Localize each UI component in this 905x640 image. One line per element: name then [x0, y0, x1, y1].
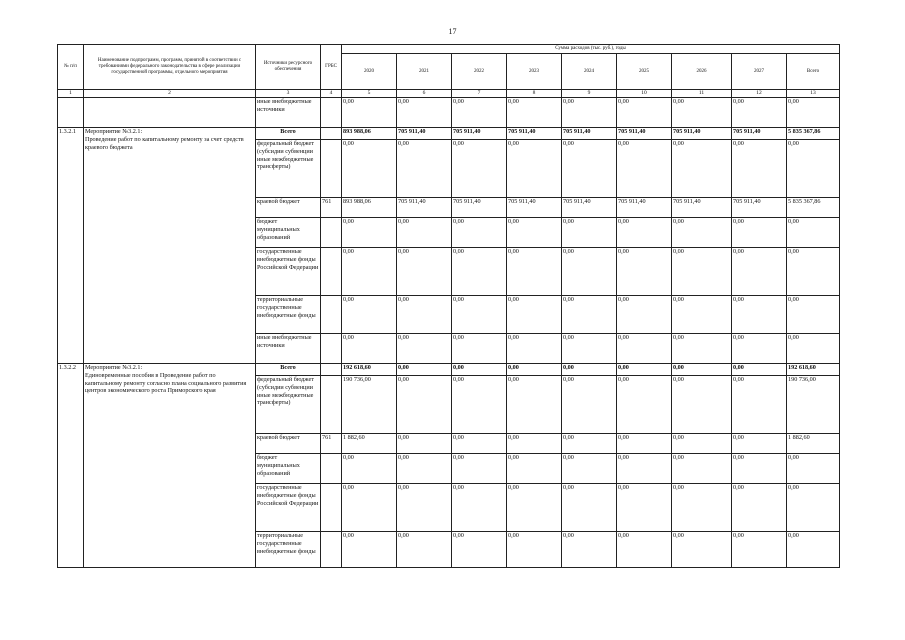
value-cell: 0,00 [507, 296, 562, 334]
value-cell: 705 911,40 [617, 198, 672, 218]
value-cell: 0,00 [452, 248, 507, 296]
value-cell: 0,00 [562, 98, 617, 128]
value-cell: 0,00 [452, 140, 507, 198]
header-year: 2026 [672, 54, 732, 90]
measure-block [58, 364, 840, 568]
source-cell: Всего [256, 364, 321, 376]
value-cell: 0,00 [617, 218, 672, 248]
value-cell: 705 911,40 [732, 198, 787, 218]
value-cell: 0,00 [787, 248, 840, 296]
header-no: № п/п [58, 45, 84, 90]
value-cell: 705 911,40 [507, 198, 562, 218]
column-index: 6 [397, 90, 452, 98]
value-cell: 705 911,40 [397, 198, 452, 218]
value-cell: 0,00 [342, 296, 397, 334]
value-cell: 893 988,06 [342, 128, 397, 140]
value-cell: 1 882,60 [787, 434, 840, 454]
value-cell: 0,00 [452, 454, 507, 484]
source-cell: бюджет муниципальных образований [256, 454, 321, 484]
value-cell: 0,00 [787, 334, 840, 364]
source-cell: государственные внебюджетные фонды Российской Федерации [256, 248, 321, 296]
value-cell: 0,00 [507, 454, 562, 484]
source-cell: иные внебюджетные источники [256, 334, 321, 364]
grbs-cell [321, 454, 342, 484]
grbs-cell [321, 376, 342, 434]
header-name: Наименование подпрограмм, программ, принятой в соответствии с требованиями федерального законодательства в сфере реализации государственной программы, отдельного мероприятия [84, 45, 256, 90]
source-cell: краевой бюджет [256, 198, 321, 218]
column-index: 10 [617, 90, 672, 98]
value-cell: 0,00 [452, 334, 507, 364]
header-year: 2027 [732, 54, 787, 90]
header-source: Источники ресурсного обеспечения [256, 45, 321, 90]
value-cell: 0,00 [617, 454, 672, 484]
value-cell: 0,00 [562, 334, 617, 364]
header-total: Всего [787, 54, 840, 90]
value-cell: 0,00 [452, 218, 507, 248]
value-cell: 0,00 [617, 376, 672, 434]
value-cell: 0,00 [672, 434, 732, 454]
column-index-row [58, 90, 840, 98]
value-cell: 0,00 [452, 434, 507, 454]
value-cell: 0,00 [397, 218, 452, 248]
value-cell: 0,00 [452, 376, 507, 434]
value-cell: 0,00 [397, 248, 452, 296]
value-cell: 0,00 [617, 532, 672, 568]
source-cell: территориальные государственные внебюджетные фонды [256, 532, 321, 568]
value-cell: 0,00 [787, 218, 840, 248]
source-cell: государственные внебюджетные фонды Российской Федерации [256, 484, 321, 532]
value-cell: 0,00 [672, 248, 732, 296]
value-cell: 705 911,40 [507, 128, 562, 140]
value-cell: 0,00 [452, 98, 507, 128]
grbs-cell: 761 [321, 198, 342, 218]
value-cell: 0,00 [617, 484, 672, 532]
value-cell: 0,00 [397, 98, 452, 128]
value-cell: 0,00 [562, 484, 617, 532]
value-cell: 0,00 [507, 376, 562, 434]
value-cell: 0,00 [732, 334, 787, 364]
value-cell: 0,00 [732, 98, 787, 128]
value-cell: 0,00 [342, 140, 397, 198]
value-cell: 5 835 367,86 [787, 198, 840, 218]
value-cell: 0,00 [787, 140, 840, 198]
value-cell: 0,00 [342, 248, 397, 296]
value-cell: 0,00 [732, 376, 787, 434]
value-cell: 0,00 [672, 364, 732, 376]
value-cell: 0,00 [342, 532, 397, 568]
value-cell: 0,00 [342, 218, 397, 248]
value-cell: 705 911,40 [452, 198, 507, 218]
column-index: 7 [452, 90, 507, 98]
value-cell: 5 835 367,86 [787, 128, 840, 140]
value-cell: 0,00 [397, 376, 452, 434]
value-cell: 0,00 [342, 484, 397, 532]
grbs-cell [321, 334, 342, 364]
value-cell: 0,00 [672, 532, 732, 568]
header-year: 2022 [452, 54, 507, 90]
grbs-cell [321, 248, 342, 296]
value-cell: 705 911,40 [562, 128, 617, 140]
grbs-cell [321, 364, 342, 376]
value-cell: 0,00 [507, 434, 562, 454]
value-cell: 0,00 [732, 532, 787, 568]
value-cell: 0,00 [617, 140, 672, 198]
value-cell: 0,00 [562, 218, 617, 248]
value-cell: 0,00 [732, 296, 787, 334]
value-cell: 0,00 [507, 334, 562, 364]
value-cell: 0,00 [397, 140, 452, 198]
value-cell: 0,00 [342, 98, 397, 128]
header-year: 2024 [562, 54, 617, 90]
value-cell: 0,00 [672, 140, 732, 198]
value-cell: 0,00 [397, 532, 452, 568]
value-cell: 0,00 [672, 376, 732, 434]
column-index: 1 [58, 90, 84, 98]
value-cell: 0,00 [617, 296, 672, 334]
value-cell: 190 736,00 [342, 376, 397, 434]
value-cell: 0,00 [672, 218, 732, 248]
header-year: 2025 [617, 54, 672, 90]
value-cell: 0,00 [672, 454, 732, 484]
measure-number: 1.3.2.1 [58, 128, 84, 364]
value-cell: 0,00 [787, 532, 840, 568]
value-cell: 0,00 [562, 454, 617, 484]
value-cell: 893 988,06 [342, 198, 397, 218]
table-row [58, 128, 840, 140]
header-year: 2020 [342, 54, 397, 90]
source-cell: территориальные государственные внебюджетные фонды [256, 296, 321, 334]
measure-number: 1.3.2.2 [58, 364, 84, 568]
value-cell: 0,00 [507, 140, 562, 198]
header-year: 2023 [507, 54, 562, 90]
value-cell: 705 911,40 [672, 198, 732, 218]
source-cell: Всего [256, 128, 321, 140]
grbs-cell [321, 140, 342, 198]
value-cell: 0,00 [562, 532, 617, 568]
measure-description: Проведение работ по капитальному ремонту за счет средств краевого бюджета [85, 135, 244, 151]
source-cell: бюджет муниципальных образований [256, 218, 321, 248]
value-cell: 0,00 [732, 218, 787, 248]
value-cell: 0,00 [617, 98, 672, 128]
grbs-cell [321, 532, 342, 568]
value-cell: 0,00 [562, 434, 617, 454]
value-cell: 705 911,40 [397, 128, 452, 140]
value-cell: 1 882,60 [342, 434, 397, 454]
value-cell: 0,00 [562, 376, 617, 434]
value-cell: 0,00 [562, 248, 617, 296]
measure-description: Единовременные пособия в Проведение работ по капитальному ремонту согласно плана социального развития центров экономического роста Приморского края [85, 371, 247, 395]
column-index: 4 [321, 90, 342, 98]
measure-name-cell [84, 364, 256, 568]
value-cell: 705 911,40 [562, 198, 617, 218]
value-cell: 0,00 [507, 98, 562, 128]
value-cell: 0,00 [672, 296, 732, 334]
column-index: 5 [342, 90, 397, 98]
value-cell: 0,00 [397, 296, 452, 334]
value-cell: 0,00 [507, 364, 562, 376]
value-cell: 0,00 [732, 484, 787, 532]
value-cell: 0,00 [452, 484, 507, 532]
column-index: 9 [562, 90, 617, 98]
value-cell: 705 911,40 [452, 128, 507, 140]
column-index: 12 [732, 90, 787, 98]
value-cell: 0,00 [617, 334, 672, 364]
value-cell: 0,00 [397, 334, 452, 364]
value-cell: 0,00 [342, 334, 397, 364]
value-cell: 0,00 [732, 140, 787, 198]
header-sum-group: Сумма расходов (тыс. руб.), годы [342, 45, 840, 54]
value-cell: 0,00 [787, 484, 840, 532]
measure-title: Мероприятие №3.2.1: [85, 128, 143, 135]
value-cell: 0,00 [452, 296, 507, 334]
value-cell: 192 618,60 [342, 364, 397, 376]
value-cell: 0,00 [672, 334, 732, 364]
value-cell: 0,00 [507, 218, 562, 248]
table-row [58, 364, 840, 376]
value-cell: 0,00 [397, 454, 452, 484]
value-cell: 0,00 [617, 364, 672, 376]
value-cell: 0,00 [397, 364, 452, 376]
value-cell: 192 618,60 [787, 364, 840, 376]
value-cell: 0,00 [732, 248, 787, 296]
source-cell: федеральный бюджет (субсидии субвенции иные межбюджетные трансферты) [256, 376, 321, 434]
grbs-cell [321, 128, 342, 140]
value-cell: 0,00 [787, 296, 840, 334]
value-cell: 0,00 [507, 484, 562, 532]
grbs-cell [321, 484, 342, 532]
value-cell: 0,00 [672, 484, 732, 532]
value-cell: 0,00 [787, 98, 840, 128]
grbs-cell [321, 296, 342, 334]
value-cell: 705 911,40 [617, 128, 672, 140]
value-cell: 0,00 [452, 364, 507, 376]
column-index: 8 [507, 90, 562, 98]
value-cell: 0,00 [507, 532, 562, 568]
column-index: 11 [672, 90, 732, 98]
grbs-cell [321, 218, 342, 248]
column-index: 2 [84, 90, 256, 98]
header-grbs: ГРБС [321, 45, 342, 90]
grbs-cell: 761 [321, 434, 342, 454]
source-cell: федеральный бюджет (субсидии субвенции иные межбюджетные трансферты) [256, 140, 321, 198]
table-row [58, 98, 840, 128]
value-cell: 0,00 [617, 434, 672, 454]
value-cell: 0,00 [562, 296, 617, 334]
source-cell: иные внебюджетные источники [256, 98, 321, 128]
value-cell: 0,00 [397, 484, 452, 532]
value-cell: 0,00 [452, 532, 507, 568]
page-number: 17 [448, 27, 457, 36]
value-cell: 0,00 [672, 98, 732, 128]
measure-title: Мероприятие №3.2.1: [85, 364, 143, 371]
value-cell: 0,00 [617, 248, 672, 296]
value-cell: 705 911,40 [732, 128, 787, 140]
column-index: 3 [256, 90, 321, 98]
expense-table [57, 44, 840, 568]
value-cell: 0,00 [507, 248, 562, 296]
measure-block [58, 128, 840, 364]
column-index: 13 [787, 90, 840, 98]
value-cell: 0,00 [787, 454, 840, 484]
source-cell: краевой бюджет [256, 434, 321, 454]
value-cell: 0,00 [562, 364, 617, 376]
value-cell: 0,00 [732, 454, 787, 484]
value-cell: 705 911,40 [672, 128, 732, 140]
value-cell: 190 736,00 [787, 376, 840, 434]
value-cell: 0,00 [732, 364, 787, 376]
value-cell: 0,00 [732, 434, 787, 454]
value-cell: 0,00 [397, 434, 452, 454]
value-cell: 0,00 [562, 140, 617, 198]
measure-name-cell [84, 128, 256, 364]
header-year: 2021 [397, 54, 452, 90]
value-cell: 0,00 [342, 454, 397, 484]
